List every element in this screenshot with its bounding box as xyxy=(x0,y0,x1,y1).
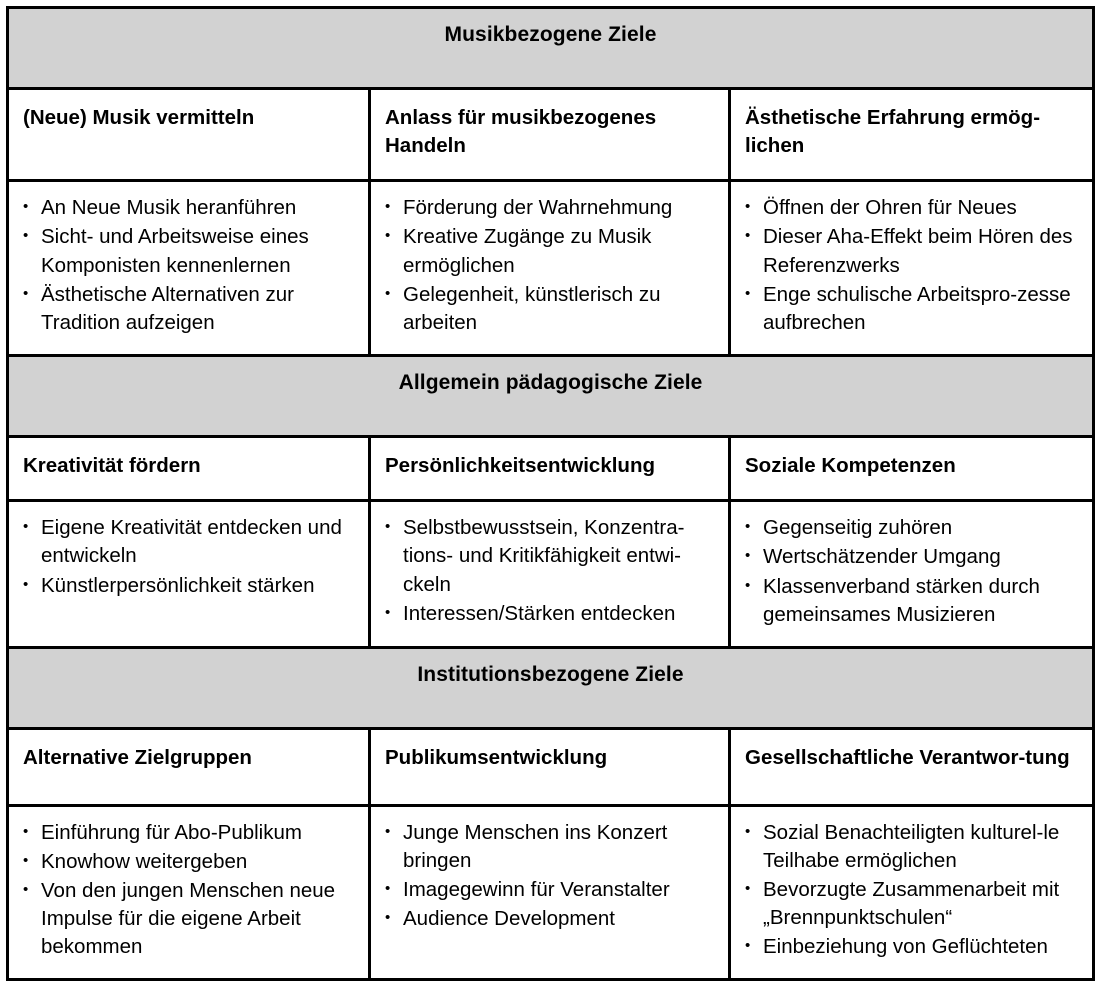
section-title-cell xyxy=(8,647,1094,728)
bullet-list xyxy=(743,514,1080,628)
column-heading-text: Anlass für musikbezogenes Handeln xyxy=(385,106,657,157)
bullet-item: • Audience Development xyxy=(383,905,716,933)
bullet-item: • Sozial Benachteiligten kulturel-le Teilhabe ermöglichen xyxy=(743,819,1080,875)
bullet-item: • Selbstbewusstsein, Konzentra-tions- und Kritikfähigkeit entwi-ckeln xyxy=(383,514,716,598)
column-heading-text: Ästhetische Erfahrung ermög-lichen xyxy=(745,106,1041,157)
column-heading-cell xyxy=(370,728,730,805)
bullets-cell xyxy=(730,501,1094,647)
column-heading-cell xyxy=(730,89,1094,181)
bullet-item: • Knowhow weitergeben xyxy=(21,848,356,876)
bullet-item: • Gegenseitig zuhören xyxy=(743,514,1080,542)
bullet-item: • Einbeziehung von Geflüchteten xyxy=(743,933,1080,961)
section-title-row xyxy=(8,8,1094,89)
bullet-item: • Künstlerpersönlichkeit stärken xyxy=(21,572,356,600)
bullets-cell xyxy=(730,805,1094,979)
bullets-cell xyxy=(8,805,370,979)
bullet-item: • Von den jungen Menschen neue Impulse für die eigene Arbeit bekommen xyxy=(21,877,356,961)
column-heading-text: Publikumsentwicklung xyxy=(385,745,608,769)
bullet-list xyxy=(383,514,716,627)
bullet-list xyxy=(383,194,716,336)
column-headings-row xyxy=(8,728,1094,805)
goals-table xyxy=(6,6,1095,981)
column-heading-text: Alternative Zielgruppen xyxy=(23,745,252,769)
column-heading-cell xyxy=(370,89,730,181)
column-heading-cell xyxy=(8,728,370,805)
column-heading-text: Persönlichkeitsentwicklung xyxy=(385,453,655,477)
section-title-row xyxy=(8,647,1094,728)
column-heading-text: Soziale Kompetenzen xyxy=(745,453,956,477)
section-title-text: Institutionsbezogene Ziele xyxy=(417,662,684,686)
bullet-item: • Klassenverband stärken durch gemeinsames Musizieren xyxy=(743,573,1080,629)
bullets-cell xyxy=(370,181,730,355)
bullets-cell xyxy=(8,181,370,355)
bullets-cell xyxy=(8,501,370,647)
column-heading-text: Kreativität fördern xyxy=(23,453,201,477)
bullet-list xyxy=(383,819,716,933)
column-heading-text: (Neue) Musik vermitteln xyxy=(23,106,255,129)
section-title-text: Allgemein pädagogische Ziele xyxy=(398,370,703,394)
bullet-item: • Öffnen der Ohren für Neues xyxy=(743,194,1080,222)
column-heading-text: Gesellschaftliche Verantwor-tung xyxy=(745,745,1070,769)
bullets-row xyxy=(8,805,1094,979)
bullets-cell xyxy=(370,805,730,979)
bullet-list xyxy=(743,819,1080,961)
column-headings-row xyxy=(8,436,1094,501)
bullet-item: • Eigene Kreativität entdecken und entwickeln xyxy=(21,514,356,570)
bullet-item: • Einführung für Abo-Publikum xyxy=(21,819,356,847)
bullet-item: • Bevorzugte Zusammenarbeit mit „Brennpunktschulen“ xyxy=(743,876,1080,932)
bullet-item: • Förderung der Wahrnehmung xyxy=(383,194,716,222)
bullets-cell xyxy=(370,501,730,647)
column-heading-cell xyxy=(730,728,1094,805)
bullet-item: • Imagegewinn für Veranstalter xyxy=(383,876,716,904)
goals-table-body xyxy=(8,8,1094,980)
column-heading-cell xyxy=(8,89,370,181)
bullet-item: • Sicht- und Arbeitsweise eines Komponisten kennenlernen xyxy=(21,223,356,279)
section-title-row xyxy=(8,355,1094,436)
bullet-item: • Kreative Zugänge zu Musik ermöglichen xyxy=(383,223,716,279)
column-heading-cell xyxy=(370,436,730,501)
bullet-list xyxy=(743,194,1080,336)
bullet-list xyxy=(21,194,356,336)
column-heading-cell xyxy=(730,436,1094,501)
bullet-item: • Ästhetische Alternativen zur Tradition aufzeigen xyxy=(21,281,356,337)
bullet-item: • Junge Menschen ins Konzert bringen xyxy=(383,819,716,875)
section-title-cell xyxy=(8,8,1094,89)
bullet-item: • Enge schulische Arbeitspro-zesse aufbrechen xyxy=(743,281,1080,337)
bullets-row xyxy=(8,501,1094,647)
section-title-cell xyxy=(8,355,1094,436)
bullets-cell xyxy=(730,181,1094,355)
bullet-item: • Interessen/Stärken entdecken xyxy=(383,600,716,628)
section-title-text: Musikbezogene Ziele xyxy=(444,23,657,46)
bullets-row xyxy=(8,181,1094,355)
bullet-item: • Wertschätzender Umgang xyxy=(743,543,1080,571)
bullet-list xyxy=(21,514,356,599)
column-headings-row xyxy=(8,89,1094,181)
bullet-item: • An Neue Musik heranführen xyxy=(21,194,356,222)
bullet-item: • Dieser Aha-Effekt beim Hören des Referenzwerks xyxy=(743,223,1080,279)
bullet-list xyxy=(21,819,356,961)
bullet-item: • Gelegenheit, künstlerisch zu arbeiten xyxy=(383,281,716,337)
column-heading-cell xyxy=(8,436,370,501)
